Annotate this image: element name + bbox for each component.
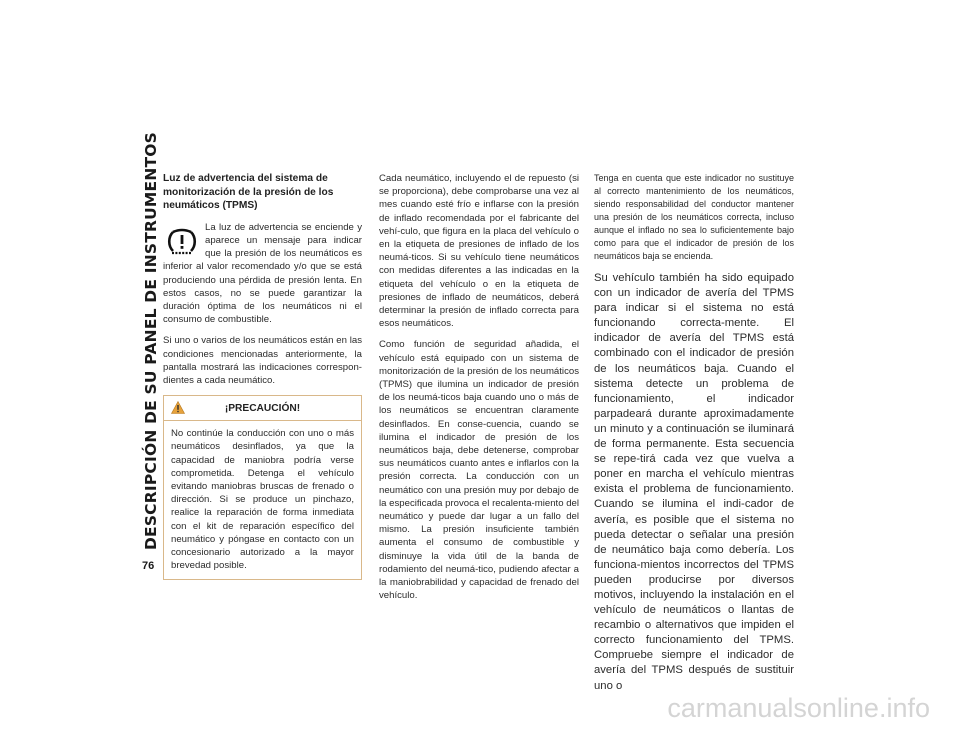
watermark: carmanualsonline.info [667,693,930,723]
page-number: 76 [142,560,155,572]
paragraph: Tenga en cuenta que este indicador no sustituye al correcto mantenimiento de los neumáticos, siendo responsabilidad del conductor mantener una presión de los neumáticos correcta, incluso aunque el inflado no sea lo suficientemente bajo como para que el indicador de presión de los neumáticos baja se encienda. [594,173,794,261]
paragraph: Si uno o varios de los neumáticos están en las condiciones mencionadas anteriormente, la pantalla mostrará las indicaciones correspon-dientes a cada neumático. [163,335,362,387]
paragraph: Cada neumático, incluyendo el de repuesto (si se proporciona), debe comprobarse una vez al mes cuando esté frío e inflarse con la presión de inflado recomendada por el fabricante del vehí-culo, que figura en la placa del vehículo o en la etiqueta de presiones de inflado de los neumá-ticos. Si su vehículo tiene neumáticos con medidas diferentes a las indicadas en la etiqueta del vehículo o en la etiqueta de presiones de inflado de neumáticos, deberá determinar la presión de inflado correcta para esos neumáticos. [379,173,579,330]
caution-title: ¡PRECAUCIÓN! [224,402,301,414]
chapter-side-title [140,131,162,551]
caution-triangle-icon [171,401,185,414]
caution-text: No continúe la conducción con uno o más neumáticos desinflados, ya que la capacidad de maniobra podría verse comprometida. Detenga el vehículo evitando maniobras bruscas de frenado o dirección. Si se produce un pinchazo, realice la reparación de forma inmediata con el kit de reparación específico del neumático y póngase en contacto con un concesionario autorizado a la mayor brevedad posible. [171,428,354,572]
column-3 [594,172,794,694]
caution-box [163,395,362,580]
column-1 [163,172,362,580]
tpms-intro [163,221,362,335]
caution-header [164,396,361,421]
caution-body [164,421,361,579]
section-heading: Luz de advertencia del sistema de monitorización de la presión de los neumáticos (TPMS) [163,173,334,212]
chapter-side-title-text: DESCRIPCIÓN DE SU PANEL DE INSTRUMENTOS [142,131,160,551]
paragraph: Como función de seguridad añadida, el vehículo está equipado con un sistema de monitorización de la presión de los neumáticos (TPMS) que ilumina un indicador de presión de los neumá-ticos baja cuando uno o más de los neumáticos se encuentran claramente desinflados. En conse-cuencia, cuando se ilumina el indicador de presión de los neumáticos baja, debe detenerse, comprobar sus neumáticos cuanto antes e inflarlos con la presión correcta. La conducción con un neumático con una presión muy por debajo de la especificada provoca el recalenta-miento del neumático y puede dar lugar a un fallo del mismo. La presión insuficiente también aumenta el consumo de combustible y disminuye la vida útil de la banda de rodamiento del neumá-tico, pudiendo afectar a la maniobrabilidad y capacidad de frenado del vehículo. [379,339,579,602]
note-block [594,172,794,263]
column-2 [379,172,579,611]
main-block [594,271,794,694]
paragraph: Su vehículo también ha sido equipado con un indicador de avería del TPMS para indicar si el sistema no está funcionando correcta-mente. El indicador de avería del TPMS está combinado con el indicador de presión de los neumáticos baja. Cuando el sistema detecte un problema de funcionamiento, el indicador parpadeará durante aproximadamente un minuto y a continuación se iluminará de forma permanente. Esta secuencia se repe-tirá cada vez que vuelva a poner en marcha el vehículo mientras exista el problema de funcionamiento. Cuando se ilumina el indi-cador de avería, es posible que el sistema no pueda detectar o señalar una presión de neumático baja como debería. Los funciona-mientos incorrectos del TPMS pueden producirse por diversos motivos, incluyendo la instalación en el vehículo de neumáticos o llantas de recambio o alternativos que impiden el correcto funcionamiento del TPMS. Compruebe siempre el indicador de avería del TPMS después de sustituir uno o [594,272,794,692]
tpms-warning-icon [167,227,197,257]
intro-paragraph: La luz de advertencia se enciende y aparece un mensaje para indicar que la presión de los neumáticos es inferior al valor recomendado y/o que se está produciendo una pérdida de presión lenta. En estos casos, no se puede garantizar la duración óptima de los neumáticos ni el consumo de combustible. [163,221,362,326]
